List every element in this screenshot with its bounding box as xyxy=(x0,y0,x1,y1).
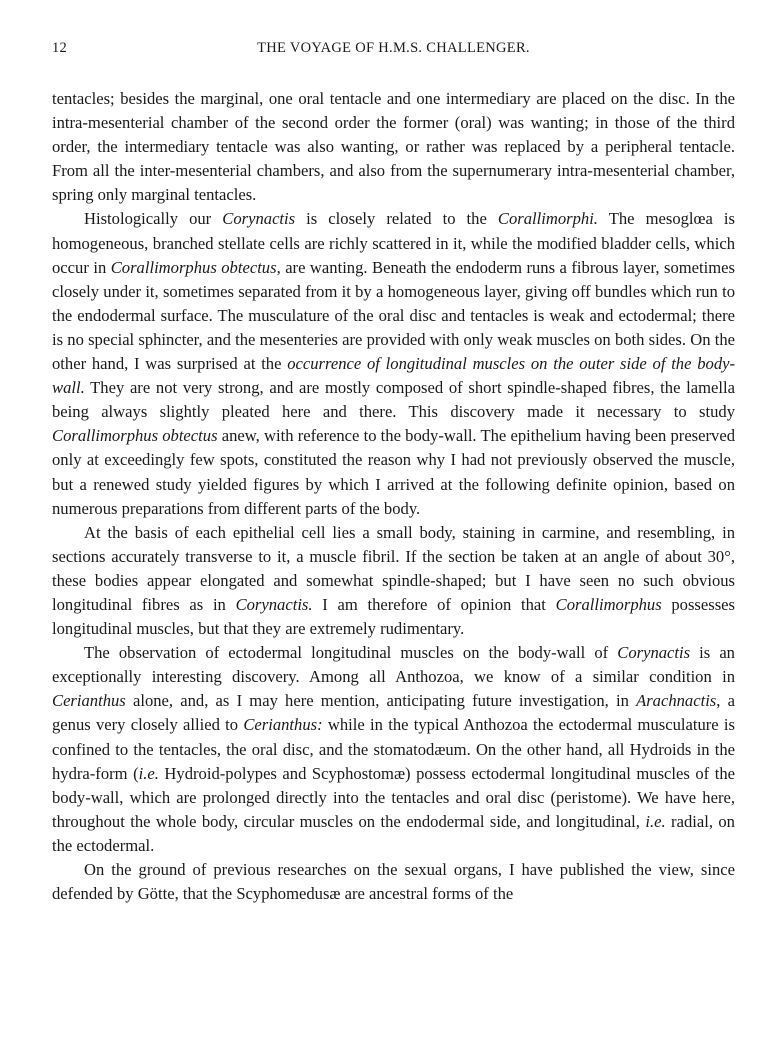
text-run: alone, and, as I may here mention, anticipating future investigation, in xyxy=(125,691,637,711)
italic-term: i.e. xyxy=(645,811,666,831)
text-run: anew, with reference to the body-wall. The epithelium having been preserved only at exceedingly few spots, constituted the reason why I had not previously observed the muscle, but a renewed study yielded figures by which I arrived at the following definite opinion, based on numerous preparations from different parts of the body. xyxy=(52,426,735,518)
italic-term: Cerianthus xyxy=(52,691,126,711)
text-run: I am therefore of opinion that xyxy=(312,594,556,614)
paragraph xyxy=(52,641,735,858)
text-run: is an exceptionally interesting discovery. Among all Anthozoa, we know of a similar condition in xyxy=(52,643,735,687)
italic-term: Corallimorphus obtectus xyxy=(52,426,218,446)
text-run: They are not very strong, and are mostly composed of short spindle-shaped fibres, the lamella being always slightly pleated here and there. This discovery made it necessary to study xyxy=(52,378,735,422)
text-run: , a genus very closely allied to xyxy=(52,691,735,735)
text-run: while in the typical Anthozoa the ectodermal musculature is confined to the tentacles, the oral disc, and the stomatodæum. On the other hand, all Hydroids in the hydra-form ( xyxy=(52,715,735,783)
running-title: THE VOYAGE OF H.M.S. CHALLENGER. xyxy=(257,40,530,56)
text-run: possesses longitudinal muscles, but that they are extremely rudimentary. xyxy=(52,594,735,639)
italic-term: Cerianthus: xyxy=(243,715,323,735)
text-run: , are wanting. Beneath the endoderm runs a fibrous layer, sometimes closely under it, sometimes separated from it by a homogeneous layer, giving off bundles which run to the endodermal surface. The musculature of the oral disc and tentacles is weak and ectodermal; there is no special sphincter, and the mesenteries are provided with only weak muscles on both sides. On the other hand, I was surprised at the xyxy=(52,257,735,374)
italic-term: Corynactis xyxy=(222,209,296,229)
text-run: The mesoglœa is homogeneous, branched stellate cells are richly scattered in it, while the modified bladder cells, which occur in xyxy=(52,209,736,277)
italic-term: Corynactis xyxy=(617,643,691,663)
italic-term: i.e. xyxy=(138,763,159,783)
page-header xyxy=(52,40,735,66)
paragraph xyxy=(52,521,735,641)
text-run: At the basis of each epithelial cell lies a small body, staining in carmine, and resembling, in sections accurately transverse to it, a muscle fibril. If the section be taken at an angle of about 30°, these bodies appear elongated and somewhat spindle-shaped; but I have seen no such obvious longitudinal fibres as in xyxy=(52,522,735,614)
italic-term: Corynactis. xyxy=(235,594,313,614)
paragraph xyxy=(52,87,735,207)
text-run: is closely related to the xyxy=(295,209,498,229)
text-run: Histologically our xyxy=(84,209,223,229)
italic-term: occurrence of longitudinal muscles on the outer side of the body-wall. xyxy=(52,354,736,398)
text-run: Hydroid-polypes and Scyphostomæ) possess ectodermal longitudinal muscles of the body-wall, which are prolonged directly into the tentacles and oral disc (peristome). We have here, throughout the whole body, circular muscles on the endodermal side, and longitudinal, xyxy=(52,763,735,831)
text-run: tentacles; besides the marginal, one oral tentacle and one intermediary are placed on the disc. In the intra-mesenterial chamber of the second order the former (oral) was wanting; in those of the third order, the intermediary tentacle was also wanting, or rather was replaced by a peripheral tentacle. From all the inter-mesenterial chambers, and also from the supernumerary intra-mesenterial chamber, spring only marginal tentacles. xyxy=(52,89,735,205)
italic-term: Corallimorphi. xyxy=(497,209,598,229)
text-run: The observation of ectodermal longitudinal muscles on the body-wall of xyxy=(84,643,618,663)
book-page xyxy=(52,40,735,906)
text-run: On the ground of previous researches on the sexual organs, I have published the view, since defended by Götte, that the Scyphomedusæ are ancestral forms of the xyxy=(52,860,735,904)
italic-term: Arachnactis xyxy=(636,691,717,711)
body-text xyxy=(52,87,735,906)
text-run: radial, on the ectodermal. xyxy=(52,811,735,855)
page-number: 12 xyxy=(52,40,68,56)
paragraph xyxy=(52,858,735,906)
italic-term: Corallimorphus xyxy=(555,594,662,614)
paragraph xyxy=(52,207,735,520)
italic-term: Corallimorphus obtectus xyxy=(110,257,277,277)
